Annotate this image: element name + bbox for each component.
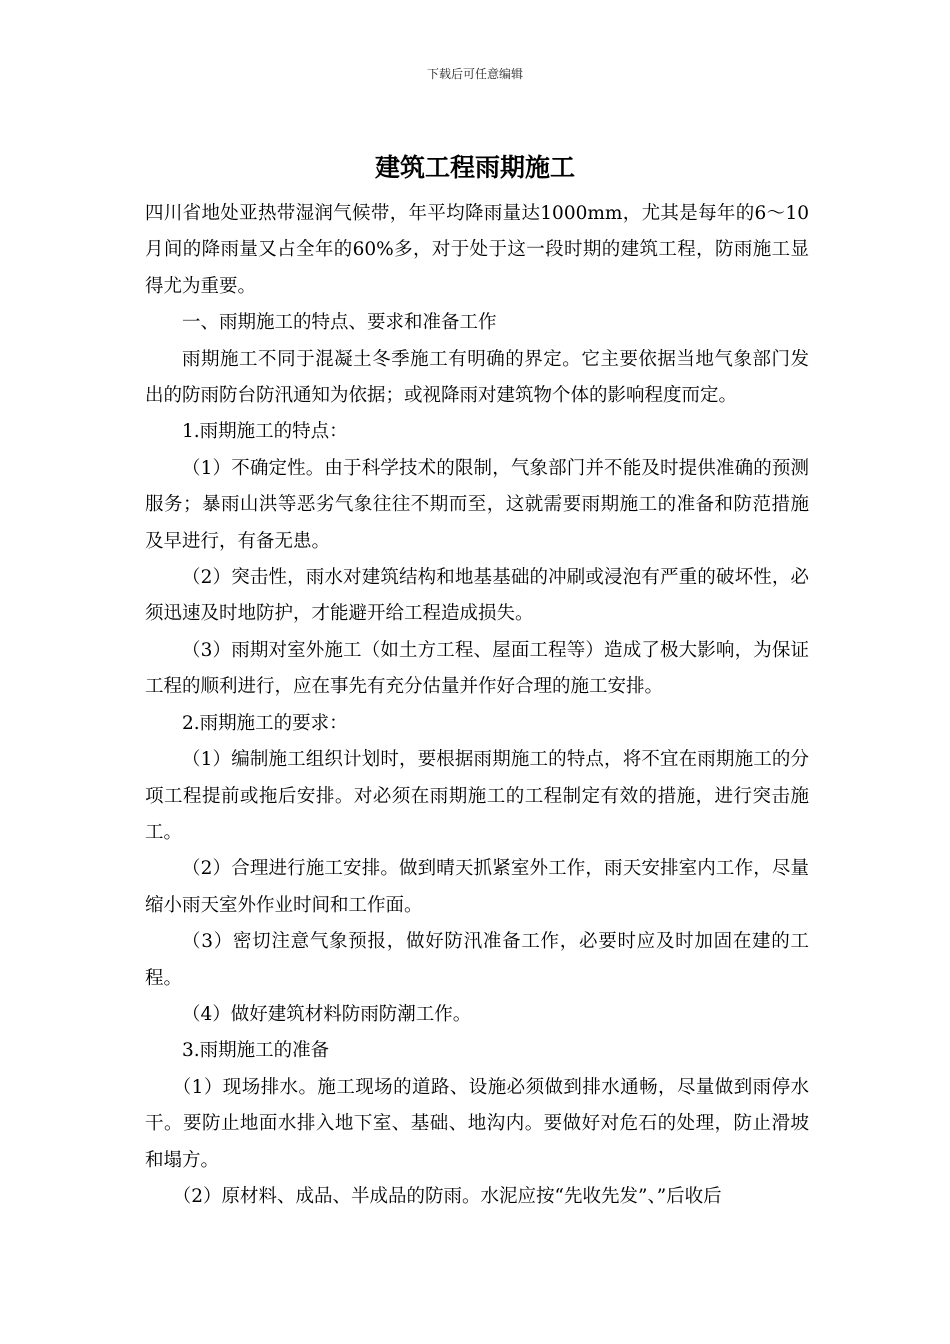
list-item: （3）密切注意气象预报，做好防汛准备工作，必要时应及时加固在建的工程。 [145, 931, 809, 989]
list-item: （2）突击性，雨水对建筑结构和地基基础的冲刷或浸泡有严重的破坏性，必须迅速及时地防护，才能避开给工程造成损失。 [145, 567, 809, 625]
list-item: （1）现场排水。施工现场的道路、设施必须做到排水通畅，尽量做到雨停水干。要防止地面水排入地下室、基础、地沟内。要做好对危石的处理，防止滑坡和塌方。 [145, 1076, 809, 1171]
document-body [145, 196, 809, 1215]
paragraph: 雨期施工不同于混凝土冬季施工有明确的界定。它主要依据当地气象部门发出的防雨防台防汛通知为依据；或视降雨对建筑物个体的影响程度而定。 [145, 348, 809, 407]
document-title: 建筑工程雨期施工 [374, 153, 575, 182]
list-item: （1）不确定性。由于科学技术的限制，气象部门并不能及时提供准确的预测服务；暴雨山洪等恶劣气象往往不期而至，这就需要雨期施工的准备和防范措施及早进行，有备无患。 [145, 457, 809, 552]
subsection-heading-1: 1.雨期施工的特点： [182, 421, 348, 443]
header-note: 下载后可任意编辑 [426, 67, 523, 81]
list-item: （4）做好建筑材料防雨防潮工作。 [182, 1003, 472, 1025]
list-item: （2）合理进行施工安排。做到晴天抓紧室外工作，雨天安排室内工作，尽量缩小雨天室外作业时间和工作面。 [145, 858, 809, 916]
list-item: （2）原材料、成品、半成品的防雨。水泥应按“先收先发”、”后收后 [172, 1185, 722, 1207]
subsection-heading-2: 2.雨期施工的要求： [182, 712, 348, 734]
subsection-heading-3: 3.雨期施工的准备 [182, 1040, 330, 1062]
intro-paragraph: 四川省地处亚热带湿润气候带，年平均降雨量达1000mm，尤其是每年的6～10月间的降雨量又占全年的60%多，对于处于这一段时期的建筑工程，防雨施工显得尤为重要。 [145, 203, 809, 297]
section-heading-1: 一、雨期施工的特点、要求和准备工作 [182, 312, 497, 334]
list-item: （3）雨期对室外施工（如土方工程、屋面工程等）造成了极大影响，为保证工程的顺利进行，应在事先有充分估量并作好合理的施工安排。 [145, 639, 809, 698]
list-item: （1）编制施工组织计划时，要根据雨期施工的特点，将不宜在雨期施工的分项工程提前或拖后安排。对必须在雨期施工的工程制定有效的措施，进行突击施工。 [145, 749, 809, 843]
